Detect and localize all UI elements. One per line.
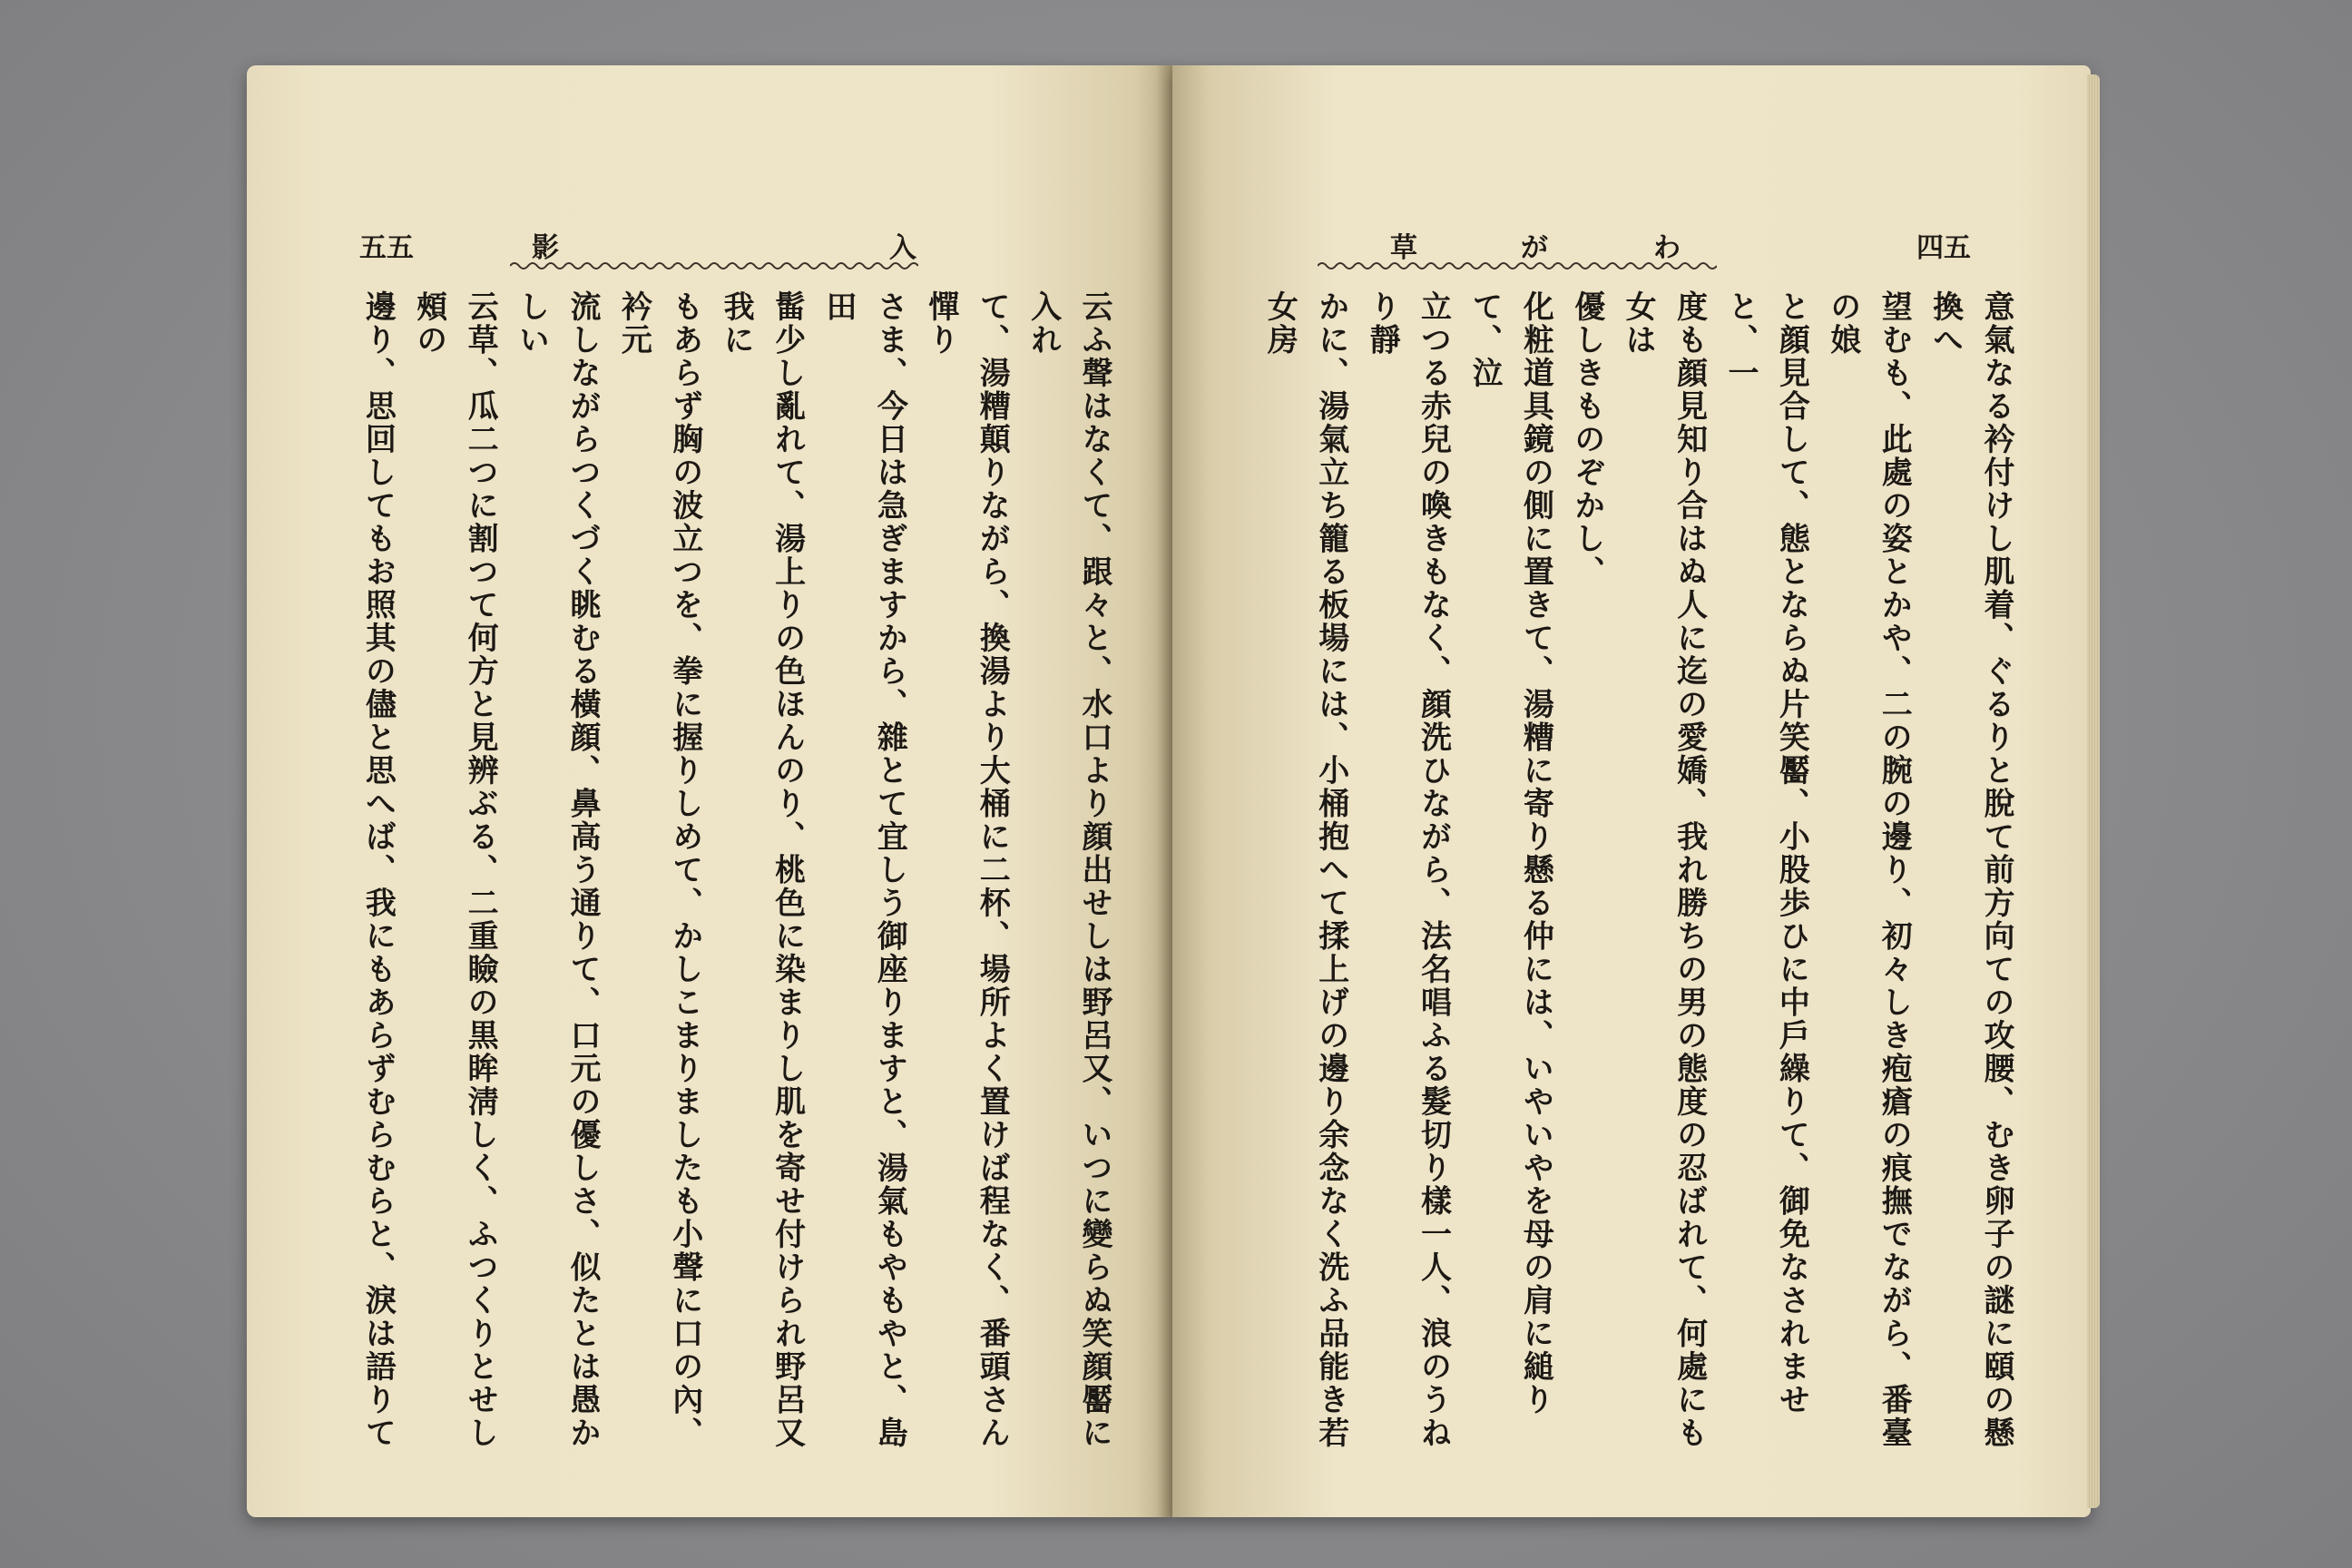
- text-column: [1250, 290, 1254, 1452]
- running-title-char: が: [1521, 232, 1548, 264]
- wavy-header-rule: [1318, 260, 1717, 272]
- text-column: さま、今日は急ぎますから、雜とて宜しう御座りますと、湯氣もやもやと、島田: [819, 290, 908, 1450]
- running-title-char: 入: [889, 232, 916, 264]
- text-column: 望むも、此處の姿とかや、二の腕の邊り、初々しき疱瘡の痕撫でながら、番臺の娘: [1824, 290, 1913, 1450]
- wavy-header-rule: [510, 260, 918, 272]
- text-column: 度も顔見知り合はぬ人に迄の愛嬌、我れ勝ちの男の態度の忍ばれて、何處にも女は: [1620, 290, 1708, 1450]
- left-page-body: [348, 290, 1120, 1452]
- running-title-char: わ: [1653, 232, 1681, 264]
- text-column: 邊り、思回してもお照其の儘と思へば、我にもあらずむらむらと、淚は語りて: [359, 290, 397, 1450]
- running-title-char: 草: [1390, 232, 1417, 264]
- text-column: て、湯糟顛りながら、換湯より大桶に二杯、場所よく置けば程なく、番頭さん憚り: [922, 290, 1011, 1450]
- page-number: 五五: [359, 232, 414, 264]
- text-column: 云草、瓜二つに割つて何方と見辨ぶる、二重瞼の黒眸淸しく、ふつくりとせし頰の: [410, 290, 499, 1450]
- page-edges: [2087, 74, 2100, 1508]
- text-column: と顔見合して、態とならぬ片笑靨、小股歩ひに中戶繰りて、御免なされませと、一: [1721, 290, 1810, 1416]
- page-number: 四五: [1916, 232, 1971, 264]
- text-column: 髷少し亂れて、湯上りの色ほんのり、桃色に染まりし肌を寄せ付けられ野呂又我に: [718, 290, 806, 1450]
- text-column: 流しながらつくづく眺むる橫顔、鼻高う通りて、口元の優しさ、似たとは愚かしい: [513, 290, 601, 1450]
- text-column: 優しきものぞかし、: [1568, 290, 1605, 589]
- text-column: 意氣なる衿付けし肌着、ぐるりと脫て前方向ての攻腰、むき卵子の謎に頤の懸換へ: [1926, 290, 2014, 1450]
- right-page: [1172, 65, 2091, 1517]
- text-column: 云ふ聲はなくて、跟々と、水口より顔出せしは野呂又、いつに變らぬ笑顔靨に入れ: [1024, 290, 1112, 1450]
- running-title-char: 影: [532, 232, 559, 264]
- text-column: かに、湯氣立ち籠る板場には、小桶抱へて揉上げの邊り余念なく洗ふ品能き若女房: [1261, 290, 1349, 1450]
- text-column: もあらず胸の波立つを、拳に握りしめて、かしこまりましたも小聲に口の內、衿元: [615, 290, 703, 1450]
- right-page-body: [1250, 290, 2022, 1452]
- left-page: [247, 65, 1172, 1517]
- text-column: 立つる赤兒の喚きもなく、顔洗ひながら、法名唱ふる髮切り樣一人、浪のうねり靜: [1364, 290, 1452, 1450]
- text-column: 化粧道具鏡の側に置きて、湯糟に寄り懸る仲には、いやいやを母の肩に縋りて、泣: [1465, 290, 1554, 1416]
